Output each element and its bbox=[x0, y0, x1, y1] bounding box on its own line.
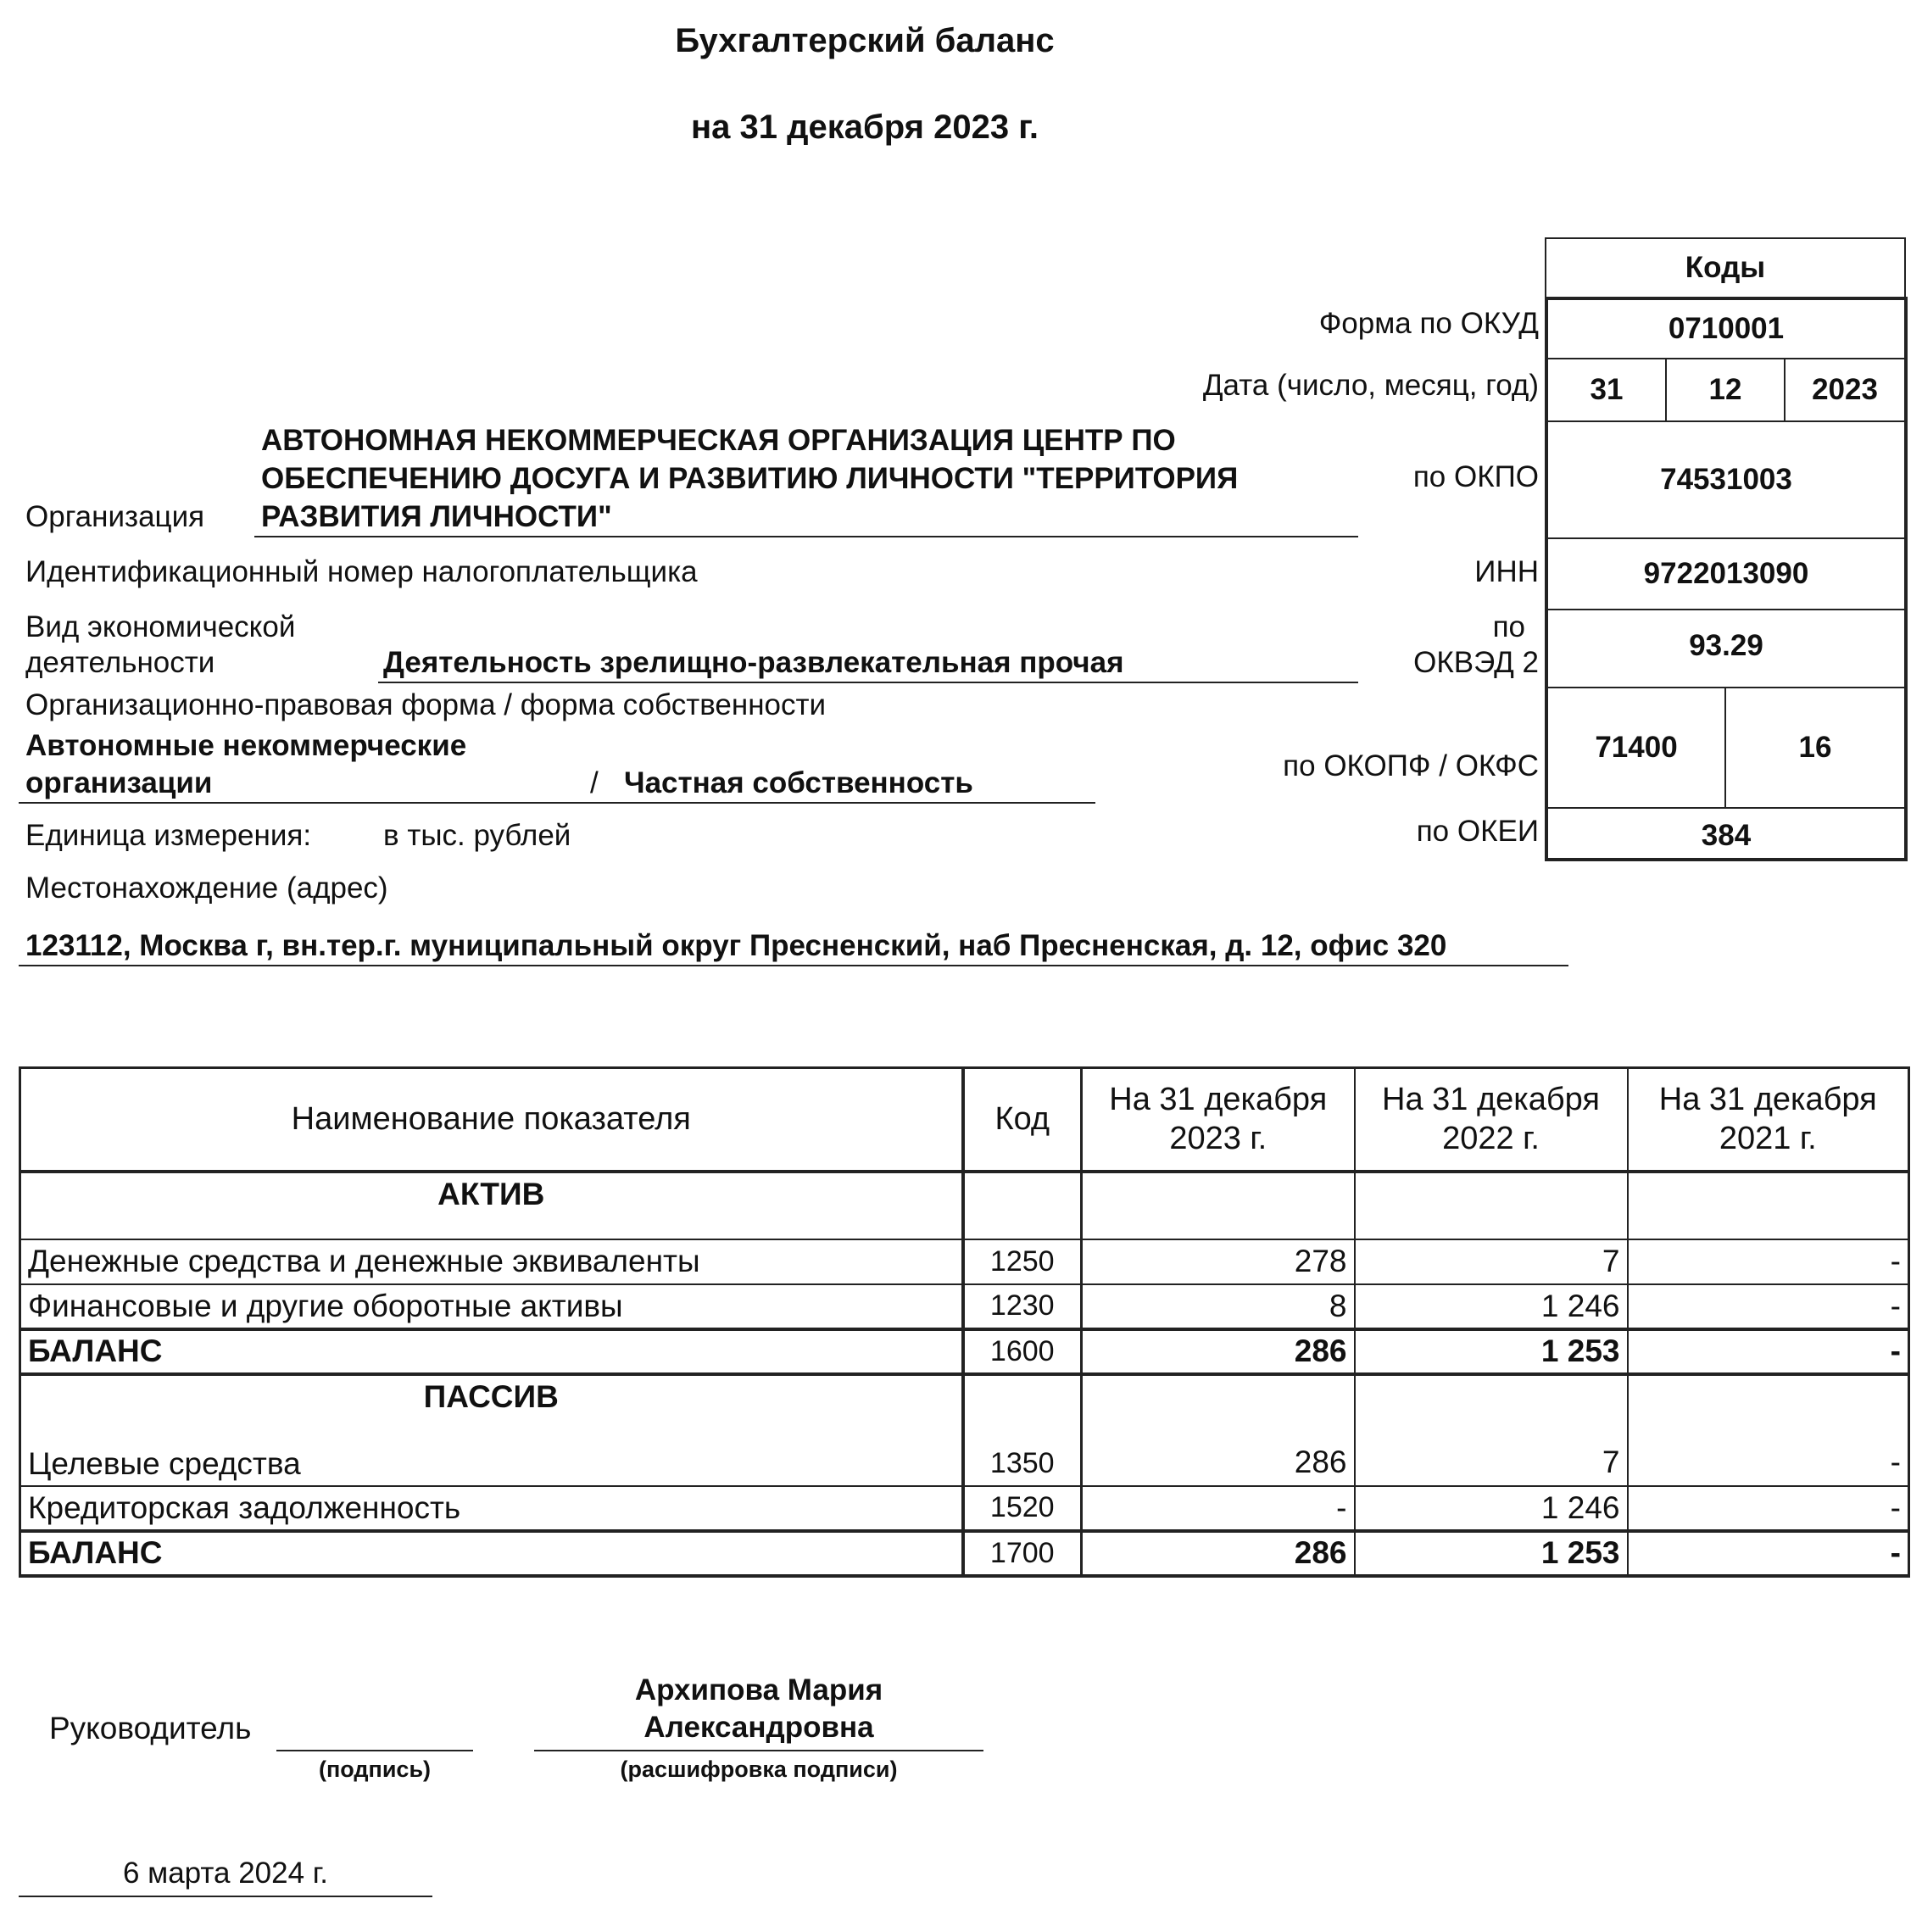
header-2022-line-2: 2022 г. bbox=[1442, 1121, 1540, 1157]
signer-name-underline bbox=[534, 1750, 983, 1751]
row-value-2023: 286 bbox=[1082, 1531, 1355, 1576]
header-2023 bbox=[1082, 1068, 1355, 1172]
header-2022 bbox=[1355, 1068, 1628, 1172]
okopf-label: по ОКОПФ / ОКФС bbox=[1283, 749, 1539, 782]
row-name: БАЛАНС bbox=[20, 1329, 963, 1374]
row-value-2021: - bbox=[1628, 1374, 1909, 1486]
okved-label-1: по bbox=[1492, 610, 1525, 643]
address-label: Местонахождение (адрес) bbox=[25, 871, 388, 905]
org-label: Организация bbox=[25, 500, 205, 533]
row-name: Кредиторская задолженность bbox=[20, 1486, 963, 1531]
passiv-row-cell bbox=[20, 1374, 963, 1486]
date-label: Дата (число, месяц, год) bbox=[1202, 369, 1539, 402]
okud-label: Форма по ОКУД bbox=[1318, 307, 1539, 340]
org-name-line-1: АВТОНОМНАЯ НЕКОММЕРЧЕСКАЯ ОРГАНИЗАЦИЯ ЦЕНТР ПО bbox=[261, 424, 1176, 457]
okpo-code: 74531003 bbox=[1545, 422, 1908, 539]
header-2023-line-1: На 31 декабря bbox=[1109, 1082, 1328, 1118]
unit-label: Единица измерения: bbox=[25, 819, 312, 852]
activity-label-2: деятельности bbox=[25, 646, 215, 679]
balance-table bbox=[19, 1066, 1910, 1578]
okei-code: 384 bbox=[1545, 809, 1908, 861]
total-row-passiv bbox=[20, 1531, 1909, 1576]
header-2021 bbox=[1628, 1068, 1909, 1172]
signer-name-caption: (расшифровка подписи) bbox=[620, 1757, 898, 1782]
org-name-line-2: ОБЕСПЕЧЕНИЮ ДОСУГА И РАЗВИТИЮ ЛИЧНОСТИ "ТЕРРИТОРИЯ bbox=[261, 462, 1239, 495]
empty-cell bbox=[1355, 1172, 1628, 1239]
activity-underline bbox=[378, 682, 1358, 683]
row-code: 1350 bbox=[963, 1374, 1082, 1486]
okopf-code: 71400 bbox=[1545, 688, 1726, 809]
inn-code-label: ИНН bbox=[1474, 555, 1539, 588]
section-aktiv: АКТИВ bbox=[20, 1172, 963, 1239]
row-code: 1520 bbox=[963, 1486, 1082, 1531]
ownership-value: Частная собственность bbox=[624, 766, 973, 799]
row-value-2023: 286 bbox=[1082, 1329, 1355, 1374]
legal-form-label: Организационно-правовая форма / форма собственности bbox=[25, 688, 827, 721]
address-underline bbox=[19, 965, 1568, 966]
row-value-2021: - bbox=[1628, 1486, 1909, 1531]
empty-cell bbox=[1628, 1172, 1909, 1239]
row-value-2022: 1 246 bbox=[1355, 1486, 1628, 1531]
row-value-2022: 1 246 bbox=[1355, 1284, 1628, 1329]
row-code: 1600 bbox=[963, 1329, 1082, 1374]
row-code: 1250 bbox=[963, 1239, 1082, 1284]
activity-value: Деятельность зрелищно-развлекательная прочая bbox=[383, 646, 1124, 679]
legal-form-underline bbox=[19, 802, 1095, 804]
table-row bbox=[20, 1239, 1909, 1284]
row-value-2021: - bbox=[1628, 1284, 1909, 1329]
header-name: Наименование показателя bbox=[20, 1068, 963, 1172]
row-value-2023: 8 bbox=[1082, 1284, 1355, 1329]
row-value-2023: - bbox=[1082, 1486, 1355, 1531]
signature-date: 6 марта 2024 г. bbox=[122, 1857, 329, 1890]
row-code: 1230 bbox=[963, 1284, 1082, 1329]
row-value-2023: 278 bbox=[1082, 1239, 1355, 1284]
date-month: 12 bbox=[1667, 359, 1786, 422]
unit-value: в тыс. рублей bbox=[383, 819, 571, 852]
row-name: Денежные средства и денежные эквиваленты bbox=[20, 1239, 963, 1284]
signature-caption: (подпись) bbox=[318, 1757, 432, 1782]
row-name: Финансовые и другие оборотные активы bbox=[20, 1284, 963, 1329]
okved-label-2: ОКВЭД 2 bbox=[1413, 646, 1539, 679]
empty-cell bbox=[963, 1172, 1082, 1239]
header-2023-line-2: 2023 г. bbox=[1169, 1121, 1267, 1157]
codes-header: Коды bbox=[1545, 237, 1906, 297]
inn-label: Идентификационный номер налогоплательщика bbox=[25, 555, 698, 588]
codes-box bbox=[1545, 237, 1908, 861]
row-value-2022: 7 bbox=[1355, 1374, 1628, 1486]
section-aktiv-row bbox=[20, 1172, 1909, 1239]
document-date: на 31 декабря 2023 г. bbox=[691, 109, 1039, 146]
total-row-aktiv bbox=[20, 1329, 1909, 1374]
date-year: 2023 bbox=[1786, 359, 1908, 422]
header-code: Код bbox=[963, 1068, 1082, 1172]
okei-label: по ОКЕИ bbox=[1416, 815, 1539, 848]
table-row bbox=[20, 1486, 1909, 1531]
table-row bbox=[20, 1284, 1909, 1329]
inn-code: 9722013090 bbox=[1545, 539, 1908, 610]
table-header-row bbox=[20, 1068, 1909, 1172]
okfs-code: 16 bbox=[1726, 688, 1908, 809]
signer-name-line-2: Александровна bbox=[643, 1711, 874, 1744]
row-value-2023: 286 bbox=[1082, 1374, 1355, 1486]
header-2021-line-1: На 31 декабря bbox=[1658, 1082, 1877, 1118]
header-2021-line-2: 2021 г. bbox=[1719, 1121, 1817, 1157]
okpo-label: по ОКПО bbox=[1412, 460, 1539, 493]
document-title: Бухгалтерский баланс bbox=[675, 22, 1055, 59]
table-row bbox=[20, 1374, 1909, 1486]
okud-code: 0710001 bbox=[1545, 297, 1908, 359]
row-value-2021: - bbox=[1628, 1329, 1909, 1374]
row-code: 1700 bbox=[963, 1531, 1082, 1576]
row-value-2021: - bbox=[1628, 1239, 1909, 1284]
legal-form-slash: / bbox=[590, 766, 599, 799]
legal-form-line-1: Автономные некоммерческие bbox=[25, 729, 467, 762]
signer-role: Руководитель bbox=[49, 1711, 252, 1745]
legal-form-line-2: организации bbox=[25, 766, 213, 799]
header-2022-line-1: На 31 декабря bbox=[1382, 1082, 1600, 1118]
address-value: 123112, Москва г, вн.тер.г. муниципальный округ Пресненский, наб Пресненская, д. 12, офис 320 bbox=[25, 929, 1447, 962]
org-underline bbox=[254, 536, 1358, 537]
org-name-line-3: РАЗВИТИЯ ЛИЧНОСТИ" bbox=[261, 500, 612, 533]
signature-line bbox=[276, 1750, 473, 1751]
date-day: 31 bbox=[1545, 359, 1667, 422]
row-name: БАЛАНС bbox=[20, 1531, 963, 1576]
signer-name-line-1: Архипова Мария bbox=[634, 1673, 883, 1707]
row-value-2021: - bbox=[1628, 1531, 1909, 1576]
empty-cell bbox=[1082, 1172, 1355, 1239]
row-value-2022: 1 253 bbox=[1355, 1329, 1628, 1374]
activity-label-1: Вид экономической bbox=[25, 610, 296, 643]
section-passiv: ПАССИВ bbox=[423, 1378, 559, 1414]
row-value-2022: 1 253 bbox=[1355, 1531, 1628, 1576]
row-value-2022: 7 bbox=[1355, 1239, 1628, 1284]
okved-code: 93.29 bbox=[1545, 610, 1908, 688]
signature-date-underline bbox=[19, 1896, 432, 1897]
row-name: Целевые средства bbox=[28, 1445, 301, 1481]
